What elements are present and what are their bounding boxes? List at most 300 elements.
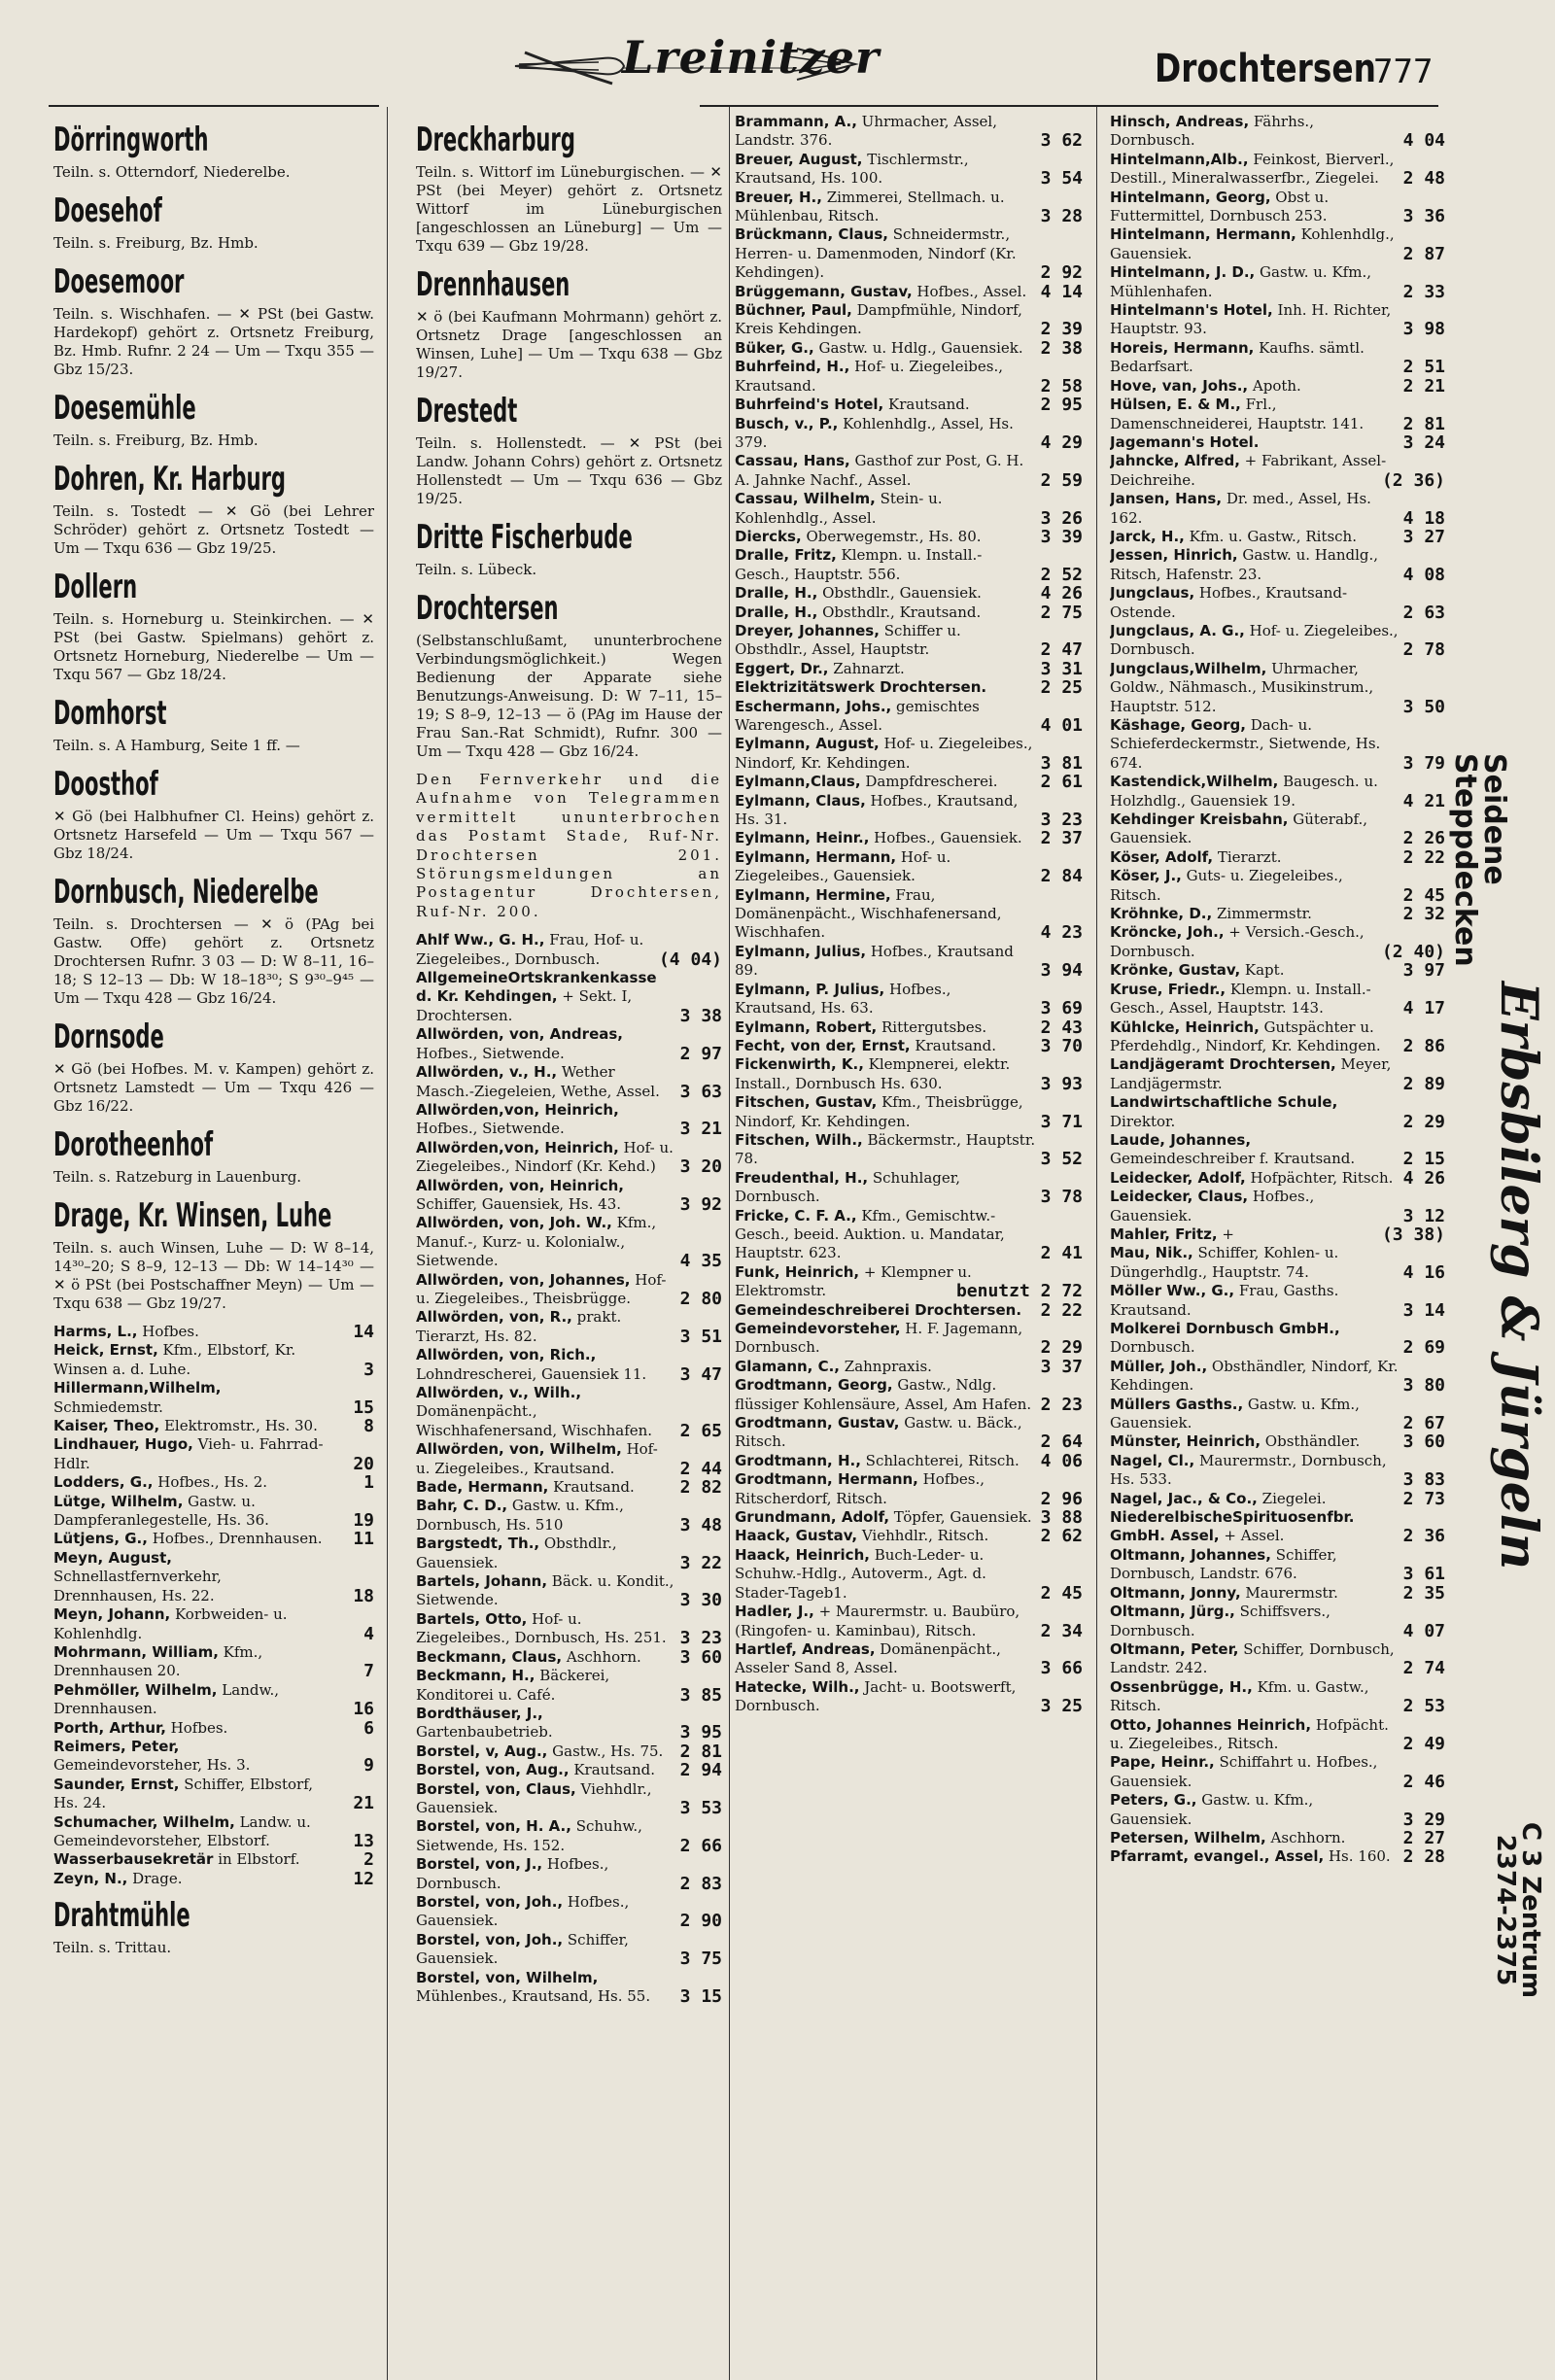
entry-name: Jansen, Hans, bbox=[1110, 490, 1223, 508]
ad-line-1: Seidene bbox=[1477, 753, 1511, 885]
phone-number: 4 04 bbox=[1402, 130, 1445, 152]
phone-number: 3 37 bbox=[1040, 1356, 1083, 1377]
phone-number: 2 36 bbox=[1402, 1526, 1445, 1547]
side-advertisement bbox=[1448, 739, 1548, 1999]
directory-entry bbox=[1110, 584, 1445, 622]
entry-details: Zimmermstr. bbox=[1212, 905, 1312, 923]
entry-details: Aschhorn. bbox=[1265, 1828, 1346, 1846]
entry-name: Grodtmann, H., bbox=[735, 1451, 861, 1469]
directory-entry bbox=[735, 829, 1083, 847]
phone-number: 2 23 bbox=[1040, 1394, 1083, 1415]
entry-name: Pfarramt, evangel., Assel, bbox=[1110, 1847, 1325, 1866]
place-info: ✕ Gö (bei Halbhufner Cl. Heins) gehört z. Ortsnetz Harsefeld — Um — Txqu 567 — Gbz 18/24. bbox=[53, 808, 374, 862]
phone-number: 3 28 bbox=[1040, 206, 1083, 227]
entry-details: Gemeindeschreiber f. Krautsand. bbox=[1110, 1150, 1356, 1168]
entry-name: Funk, Heinrich, bbox=[735, 1262, 860, 1281]
directory-entry bbox=[416, 1271, 722, 1309]
place-heading: Drestedt bbox=[416, 392, 518, 431]
directory-entry bbox=[416, 1969, 722, 2007]
entry-name: Brückmann, Claus, bbox=[735, 225, 888, 244]
phone-number: 4 29 bbox=[1040, 431, 1083, 453]
entry-details: Schuhlager, Dornbusch. bbox=[735, 1168, 961, 1206]
directory-entry bbox=[735, 981, 1083, 1018]
place-info: Teiln. s. Otterndorf, Niederelbe. bbox=[53, 163, 291, 181]
phone-number: 3 97 bbox=[1402, 960, 1445, 982]
ad-phone-line-2: 2374-2375 bbox=[1491, 1834, 1520, 1986]
directory-entry bbox=[53, 1738, 374, 1776]
entry-details: Schuhw., Sietwende, Hs. 152. bbox=[416, 1817, 642, 1854]
directory-entry bbox=[416, 1893, 722, 1931]
entry-name: Eylmann, Hermann, bbox=[735, 847, 897, 866]
entry-details: Obsthdlr., Gauensiek. bbox=[817, 584, 982, 603]
entry-details: Aschhorn. bbox=[562, 1647, 641, 1666]
page-header bbox=[0, 0, 1555, 117]
entry-details: Dach- u. Schieferdeckermstr., Sietwende, Hs. 674. bbox=[1110, 716, 1381, 772]
phone-number: 3 54 bbox=[1040, 168, 1083, 190]
entry-name: Köser, J., bbox=[1110, 867, 1182, 885]
entry-name: Müllers Gasths., bbox=[1110, 1395, 1244, 1413]
entry-details: Schiffer u. Obsthdlr., Assel, Hauptstr. bbox=[735, 621, 961, 659]
directory-entry bbox=[1110, 905, 1445, 923]
directory-entry bbox=[735, 622, 1083, 660]
directory-entry bbox=[53, 1719, 374, 1738]
phone-number: 2 39 bbox=[1040, 319, 1083, 340]
phone-number: 3 79 bbox=[1402, 752, 1445, 774]
phone-number: 3 63 bbox=[679, 1081, 722, 1102]
telegram-notice: Den Fernverkehr und die Aufnahme von Telegrammen vermittelt ununterbrochen das Postamt Stade, Ruf-Nr. Drochtersen 201. Störungsmeldungen an Postagentur Drochtersen, Ruf-Nr. 200. bbox=[416, 771, 722, 920]
entry-name: Haack, Heinrich, bbox=[735, 1545, 870, 1564]
place-info: Teiln. s. Freiburg, Bz. Hmb. bbox=[53, 234, 259, 252]
phone-number: 3 78 bbox=[1040, 1187, 1083, 1208]
directory-entry bbox=[53, 1813, 374, 1851]
entry-details: Hof- u. Ziegeleibes., Krautsand. bbox=[416, 1440, 658, 1477]
entry-details: Domänenpächt., Asseler Sand 8, Assel. bbox=[735, 1639, 1001, 1677]
entry-details: Gastw., Ndlg. flüssiger Kohlensäure, Assel, Am Hafen. bbox=[735, 1376, 1032, 1413]
entry-details: Schlachterei, Ritsch. bbox=[860, 1451, 1019, 1469]
directory-entry bbox=[1110, 1131, 1445, 1169]
entry-name: Bordthäuser, J., bbox=[416, 1704, 543, 1722]
phone-number: 3 12 bbox=[1402, 1205, 1445, 1226]
phone-number: 2 69 bbox=[1402, 1337, 1445, 1359]
phone-number: 3 98 bbox=[1402, 319, 1445, 340]
directory-entry bbox=[1110, 490, 1445, 528]
entry-name: Hintelmann,Alb., bbox=[1110, 150, 1249, 168]
phone-number: 11 bbox=[353, 1529, 374, 1550]
directory-entry bbox=[416, 1705, 722, 1742]
directory-entry bbox=[1110, 848, 1445, 867]
entry-details: Drage. bbox=[127, 1869, 183, 1887]
entry-details: Tierarzt. bbox=[1213, 847, 1282, 866]
ad-phone bbox=[1493, 1822, 1543, 1998]
entry-name: Freudenthal, H., bbox=[735, 1168, 869, 1187]
phone-number: 2 32 bbox=[1402, 904, 1445, 925]
directory-entry bbox=[735, 1508, 1083, 1527]
phone-number: 19 bbox=[353, 1510, 374, 1532]
entry-details: Gasthof zur Post, G. H. A. Jahnke Nachf., Assel. bbox=[735, 452, 1024, 489]
entry-details: Domänenpächt., Wischhafenersand, Wischhafen. bbox=[416, 1402, 653, 1439]
phone-number: 1 bbox=[363, 1472, 374, 1494]
directory-entry bbox=[735, 1320, 1083, 1358]
entry-name: Eylmann, August, bbox=[735, 735, 880, 753]
directory-entry bbox=[53, 1850, 374, 1869]
place-info: Teiln. s. Wischhafen. — ✕ PSt (bei Gastw. Hardekopf) gehört z. Ortsnetz Freiburg, Bz. Hmb. Rufnr. 2 24 — Um — Txqu 355 — Gbz 15/23. bbox=[53, 305, 374, 378]
directory-entry bbox=[416, 1648, 722, 1667]
entry-details: Baugesch. u. Holzhdlg., Gauensiek 19. bbox=[1110, 773, 1378, 810]
directory-entry bbox=[416, 1177, 722, 1215]
phone-number: 3 80 bbox=[1402, 1375, 1445, 1397]
directory-entry bbox=[53, 1435, 374, 1473]
entry-details: Hofbes., Dornbusch. bbox=[416, 1855, 609, 1892]
phone-number: 3 27 bbox=[1402, 526, 1445, 547]
place-info: ✕ Gö (bei Hofbes. M. v. Kampen) gehört z. Ortsnetz Lamstedt — Um — Txqu 426 — Gbz 16/22. bbox=[53, 1060, 374, 1115]
entry-details: Gartenbaubetrieb. bbox=[416, 1723, 553, 1742]
directory-entry bbox=[1110, 301, 1445, 339]
entry-name: Haack, Gustav, bbox=[735, 1527, 858, 1545]
phone-number: 2 82 bbox=[679, 1477, 722, 1499]
directory-entry bbox=[735, 358, 1083, 396]
phone-number: 13 bbox=[353, 1830, 374, 1851]
entry-details: Hof- u. Ziegeleibes., Nindorf, Kr. Kehdingen. bbox=[735, 735, 1033, 772]
entry-details: Uhrmacher, Goldw., Nähmasch., Musikinstrum., Hauptstr. 512. bbox=[1110, 659, 1374, 715]
directory-entry bbox=[1110, 660, 1445, 716]
phone-number: 2 38 bbox=[1040, 337, 1083, 359]
entry-name: Jungclaus, bbox=[1110, 584, 1195, 603]
entry-details: Fährhs., Dornbusch. bbox=[1110, 113, 1314, 150]
directory-entry bbox=[735, 735, 1083, 773]
directory-entry bbox=[1110, 1508, 1445, 1546]
entry-name: Buhrfeind's Hotel, bbox=[735, 396, 884, 414]
entry-name: Eggert, Dr., bbox=[735, 659, 829, 677]
directory-entry bbox=[53, 1323, 374, 1341]
directory-entry bbox=[416, 1667, 722, 1705]
entry-name: Grodtmann, Gustav, bbox=[735, 1414, 900, 1432]
directory-entry bbox=[416, 1139, 722, 1177]
entry-name: Eylmann, P. Julius, bbox=[735, 980, 885, 998]
directory-entry bbox=[416, 1931, 722, 1969]
phone-number: 3 30 bbox=[679, 1590, 722, 1611]
directory-entry bbox=[1110, 981, 1445, 1018]
directory-entry bbox=[735, 225, 1083, 282]
entry-name: Jagemann's Hotel. bbox=[1110, 432, 1260, 451]
phone-number: 3 25 bbox=[1040, 1696, 1083, 1717]
place-heading: Doosthof bbox=[53, 765, 158, 804]
entry-details: H. F. Jagemann, Dornbusch. bbox=[735, 1320, 1023, 1357]
entry-name: Kühlcke, Heinrich, bbox=[1110, 1018, 1260, 1036]
directory-entry bbox=[1110, 1791, 1445, 1829]
entry-name: Hadler, J., bbox=[735, 1603, 814, 1621]
place-heading: Doesehof bbox=[53, 191, 162, 230]
ad-phone-line-1: C 3 Zentrum bbox=[1516, 1822, 1545, 1999]
entry-name: Breuer, August, bbox=[735, 150, 863, 168]
entry-name: Heick, Ernst, bbox=[53, 1341, 158, 1360]
entry-name: AllgemeineOrtskrankenkasse d. Kr. Kehdingen, bbox=[416, 969, 657, 1006]
entry-details: prakt. Tierarzt, Hs. 82. bbox=[416, 1308, 622, 1345]
phone-number: 2 37 bbox=[1040, 828, 1083, 849]
directory-entry bbox=[1110, 1716, 1445, 1754]
entry-name: Allwörden, von, Heinrich, bbox=[416, 1176, 624, 1194]
entry-details: Gastw. u. Hdlg., Gauensiek. bbox=[813, 338, 1023, 357]
phone-number: 2 64 bbox=[1040, 1431, 1083, 1453]
entry-details: Guts- u. Ziegeleibes., Ritsch. bbox=[1110, 867, 1343, 904]
entry-name: Jessen, Hinrich, bbox=[1110, 546, 1238, 565]
entry-details: Krautsand. bbox=[548, 1478, 635, 1497]
entry-details: Ziegelei. bbox=[1257, 1489, 1327, 1507]
directory-entry bbox=[53, 1776, 374, 1813]
entry-details: Schiffsvers., Dornbusch. bbox=[1110, 1603, 1330, 1639]
directory-entry bbox=[416, 1478, 722, 1497]
entry-name: Hülsen, E. & M., bbox=[1110, 396, 1241, 414]
directory-entry bbox=[735, 1470, 1083, 1508]
entry-name: Oltmann, Peter, bbox=[1110, 1639, 1239, 1658]
phone-number: 21 bbox=[353, 1793, 374, 1814]
entry-details: Hs. 160. bbox=[1324, 1847, 1391, 1866]
place-info: Teiln. s. Tostedt — ✕ Gö (bei Lehrer Schröder) gehört z. Ortsnetz Tostedt — Um — Txqu 636 — Gbz 19/25. bbox=[53, 502, 374, 557]
entry-name: Cassau, Wilhelm, bbox=[735, 490, 876, 508]
phone-number: 3 20 bbox=[679, 1156, 722, 1178]
directory-entry bbox=[1110, 452, 1445, 490]
phone-number: 2 97 bbox=[679, 1043, 722, 1064]
entry-name: Borstel, v, Aug., bbox=[416, 1742, 548, 1760]
place-heading: Domhorst bbox=[53, 694, 167, 733]
phone-number: 2 34 bbox=[1040, 1620, 1083, 1641]
entry-details: Hofpächt. u. Ziegeleibes., Ritsch. bbox=[1110, 1715, 1389, 1752]
entry-name: Hartlef, Andreas, bbox=[735, 1639, 876, 1658]
header-rule-left bbox=[49, 105, 379, 107]
phone-number: 3 31 bbox=[1040, 658, 1083, 679]
entry-name: Jarck, H., bbox=[1110, 527, 1185, 545]
entry-name: Borstel, von, J., bbox=[416, 1855, 543, 1874]
place-heading: Drochtersen bbox=[416, 589, 559, 628]
entry-name: Münster, Heinrich, bbox=[1110, 1432, 1261, 1451]
entry-details: + Klempner u. Elektromstr. bbox=[735, 1262, 972, 1300]
entry-name: Buhrfeind, H., bbox=[735, 358, 850, 376]
phone-number: 4 06 bbox=[1040, 1450, 1083, 1471]
entry-details: Kfm. u. Gastw., Ritsch. bbox=[1110, 1677, 1369, 1715]
entry-details: Kfm., Drennhausen 20. bbox=[53, 1642, 263, 1680]
phone-number: 2 27 bbox=[1402, 1827, 1445, 1848]
directory-entry bbox=[1110, 528, 1445, 546]
directory-entry bbox=[416, 1025, 722, 1063]
entry-name: Oltmann, Jonny, bbox=[1110, 1583, 1241, 1602]
entry-details: Hof- u. Ziegeleibes., Theisbrügge. bbox=[416, 1270, 667, 1307]
column-3 bbox=[735, 113, 1083, 2380]
phone-number: 3 52 bbox=[1040, 1149, 1083, 1170]
place-info: Teiln. s. Ratzeburg in Lauenburg. bbox=[53, 1168, 302, 1186]
directory-entry bbox=[416, 969, 722, 1025]
entry-name: Brammann, A., bbox=[735, 113, 857, 130]
phone-number: 4 17 bbox=[1402, 998, 1445, 1019]
entry-name: Petersen, Wilhelm, bbox=[1110, 1828, 1266, 1846]
entry-name: Oltmann, Johannes, bbox=[1110, 1545, 1271, 1564]
entry-name: Eylmann, Hermine, bbox=[735, 885, 891, 904]
place-info: Teiln. s. Horneburg u. Steinkirchen. — ✕ PSt (bei Gastw. Spielmans) gehört z. Ortsnetz Horneburg, Niederelbe — Um — Txqu 567 — Gbz 18/24. bbox=[53, 610, 374, 683]
phone-number: 8 bbox=[363, 1416, 374, 1437]
phone-number: 2 45 bbox=[1040, 1582, 1083, 1604]
entry-details: Schiffer, Gauensiek, Hs. 43. bbox=[416, 1194, 622, 1213]
directory-entry bbox=[53, 1473, 374, 1492]
entry-details: Kaufhs. sämtl. Bedarfsart. bbox=[1110, 338, 1365, 376]
directory-entry bbox=[1110, 546, 1445, 584]
ad-brand-script: Erbsbilerg & Jürgeln bbox=[1489, 982, 1548, 1570]
phone-number: 3 92 bbox=[679, 1193, 722, 1215]
entry-name: Dralle, Fritz, bbox=[735, 546, 837, 565]
entry-details: Viehhdlr., Ritsch. bbox=[857, 1527, 989, 1545]
place-heading: Dornsode bbox=[53, 1018, 164, 1056]
place-info: Teiln. s. Lübeck. bbox=[416, 561, 537, 578]
entry-name: Jungclaus, A. G., bbox=[1110, 621, 1245, 639]
entry-name: Ossenbrügge, H., bbox=[1110, 1677, 1253, 1696]
phone-number: 4 16 bbox=[1402, 1261, 1445, 1283]
entry-details: Obsthändler. bbox=[1261, 1432, 1361, 1451]
entry-name: Kastendick,Wilhelm, bbox=[1110, 773, 1279, 791]
phone-number: 2 74 bbox=[1402, 1658, 1445, 1679]
entry-name: Ahlf Ww., G. H., bbox=[416, 931, 545, 949]
directory-entry bbox=[416, 1101, 722, 1139]
directory-entry bbox=[1110, 339, 1445, 377]
entry-name: Elektrizitätswerk Drochtersen. bbox=[735, 678, 987, 697]
entry-name: Käshage, Georg, bbox=[1110, 716, 1246, 734]
directory-entry bbox=[1110, 1584, 1445, 1603]
phone-number: 2 15 bbox=[1402, 1149, 1445, 1170]
phone-number: 2 48 bbox=[1402, 168, 1445, 190]
entry-details: Hof- u. Ziegeleibes., Dornbusch. bbox=[1110, 621, 1399, 659]
entry-name: Dreyer, Johannes, bbox=[735, 621, 880, 639]
entry-name: Landwirtschaftliche Schule, bbox=[1110, 1093, 1338, 1112]
directory-entry bbox=[735, 1037, 1083, 1055]
directory-entry bbox=[53, 1379, 374, 1417]
entry-details: Gastw. u. Handlg., Ritsch, Hafenstr. 23. bbox=[1110, 546, 1379, 583]
entry-list bbox=[735, 113, 1083, 1716]
entry-details: Zahnpraxis. bbox=[840, 1357, 932, 1375]
entry-details: Jacht- u. Bootswerft, Dornbusch. bbox=[735, 1677, 1017, 1715]
entry-name: Fitschen, Wilh., bbox=[735, 1130, 863, 1149]
entry-details: Direktor. bbox=[1110, 1112, 1176, 1130]
phone-number: 4 23 bbox=[1040, 922, 1083, 944]
entry-name: Eylmann, Robert, bbox=[735, 1018, 878, 1036]
phone-number: 3 48 bbox=[679, 1514, 722, 1535]
phone-number: 3 71 bbox=[1040, 1111, 1083, 1132]
entry-details: Zahnarzt. bbox=[828, 659, 905, 677]
entry-details: Töpfer, Gauensiek. bbox=[889, 1508, 1032, 1527]
phone-number: 18 bbox=[353, 1585, 374, 1606]
entry-details: Maurermstr., Dornbusch, Hs. 533. bbox=[1110, 1451, 1387, 1489]
directory-entry bbox=[416, 1780, 722, 1818]
entry-name: Eschermann, Johs., bbox=[735, 697, 892, 715]
entry-name: Pape, Heinr., bbox=[1110, 1753, 1215, 1772]
entry-details: Dampfmühle, Nindorf, Kreis Kehdingen. bbox=[735, 301, 1022, 338]
phone-number: 9 bbox=[363, 1755, 374, 1776]
phone-number: 2 81 bbox=[1402, 413, 1445, 434]
phone-number: 16 bbox=[353, 1699, 374, 1720]
entry-details: + Assel. bbox=[1219, 1527, 1285, 1545]
directory-entry bbox=[735, 151, 1083, 189]
directory-entry bbox=[735, 1452, 1083, 1470]
entry-name: Allwörden, von, Rich., bbox=[416, 1346, 597, 1364]
entry-details: Gastw. u. Bäck., Ritsch. bbox=[735, 1414, 1022, 1451]
directory-entry bbox=[1110, 377, 1445, 396]
entry-name: Büchner, Paul, bbox=[735, 301, 852, 320]
entry-details: Hof- u. Ziegeleibes., Dornbusch, Hs. 251. bbox=[416, 1609, 667, 1647]
directory-entry bbox=[1110, 1188, 1445, 1225]
entry-name: Lindhauer, Hugo, bbox=[53, 1435, 193, 1454]
directory-entry bbox=[735, 943, 1083, 981]
directory-entry bbox=[1110, 1452, 1445, 1490]
entry-details: + Sekt. I, Drochtersen. bbox=[416, 987, 633, 1024]
place-heading: Dollern bbox=[53, 568, 138, 606]
entry-name: Meyn, Johann, bbox=[53, 1605, 171, 1624]
directory-entry bbox=[1110, 151, 1445, 189]
phone-number: 3 24 bbox=[1402, 431, 1445, 453]
entry-name: Grodtmann, Georg, bbox=[735, 1376, 893, 1395]
phone-number: 2 95 bbox=[1040, 395, 1083, 416]
directory-entry bbox=[735, 1093, 1083, 1131]
entry-details: Schneidermstr., Herren- u. Damenmoden, Nindorf (Kr. Kehdingen). bbox=[735, 225, 1017, 282]
entry-name: Peters, G., bbox=[1110, 1791, 1197, 1810]
entry-name: Kaiser, Theo, bbox=[53, 1417, 160, 1435]
directory-entry bbox=[735, 1207, 1083, 1263]
entry-details: Hofbes., Assel. bbox=[912, 282, 1027, 300]
entry-details: Gastw. u. Dampferanlegestelle, Hs. 36. bbox=[53, 1492, 269, 1530]
entry-details: Maurermstr. bbox=[1240, 1583, 1338, 1602]
entry-details: Krautsand. bbox=[569, 1761, 656, 1779]
entry-details: Obsthändler, Nindorf, Kr. Kehdingen. bbox=[1110, 1357, 1399, 1395]
entry-details: Hofbes., Gauensiek. bbox=[869, 829, 1022, 847]
phone-number: 6 bbox=[363, 1717, 374, 1739]
entry-details: Klempn. u. Install.-Gesch., Assel, Hauptstr. 143. bbox=[1110, 980, 1371, 1018]
phone-number: 3 70 bbox=[1040, 1035, 1083, 1056]
entry-name: Cassau, Hans, bbox=[735, 452, 850, 470]
directory-entry bbox=[735, 528, 1083, 546]
directory-entry bbox=[735, 1131, 1083, 1169]
phone-number: 4 26 bbox=[1040, 583, 1083, 604]
phone-number: 3 66 bbox=[1040, 1658, 1083, 1679]
phone-number: 2 21 bbox=[1402, 375, 1445, 397]
entry-name: Glamann, C., bbox=[735, 1357, 841, 1375]
entry-details: Bäckermstr., Hauptstr. 78. bbox=[735, 1130, 1036, 1168]
entry-name: Möller Ww., G., bbox=[1110, 1282, 1235, 1300]
directory-entry bbox=[735, 1301, 1083, 1320]
phone-number: 2 67 bbox=[1402, 1413, 1445, 1434]
directory-entry bbox=[735, 1263, 1083, 1301]
entry-name: Lodders, G., bbox=[53, 1473, 154, 1492]
directory-entry bbox=[1110, 1678, 1445, 1716]
entry-name: Bartels, Otto, bbox=[416, 1609, 528, 1628]
brand-logo: Lreinitzer bbox=[622, 31, 881, 84]
phone-number: 2 80 bbox=[679, 1288, 722, 1309]
phone-number: 20 bbox=[353, 1453, 374, 1474]
entry-name: Borstel, von, Joh., bbox=[416, 1930, 564, 1949]
entry-name: Kruse, Friedr., bbox=[1110, 980, 1227, 998]
phone-number: 3 53 bbox=[679, 1797, 722, 1818]
phone-number: 2 25 bbox=[1040, 677, 1083, 699]
entry-name: Allwörden, von, Wilhelm, bbox=[416, 1440, 622, 1459]
directory-entry bbox=[416, 1855, 722, 1893]
entry-details: Hofbes., Krautsand, Hs. 31. bbox=[735, 791, 1019, 829]
phone-number: 3 69 bbox=[1040, 998, 1083, 1019]
phone-number: 2 86 bbox=[1402, 1035, 1445, 1056]
entry-details: Hofbes., Drennhausen. bbox=[147, 1530, 323, 1548]
place-info: Teiln. s. Drochtersen — ✕ ö (PAg bei Gastw. Offe) gehört z. Ortsnetz Drochtersen Rufnr. 3 03 — D: W 8–11, 16–18; S 12–13 — Db: W 18–18³⁰; S 9³⁰–9⁴⁵ — Um — Txqu 428 — Gbz 16/24. bbox=[53, 915, 374, 1007]
entry-name: Müller, Joh., bbox=[1110, 1357, 1208, 1375]
directory-entry bbox=[416, 1214, 722, 1270]
column-1 bbox=[53, 113, 374, 2380]
entry-details: Dr. med., Assel, Hs. 162. bbox=[1110, 490, 1371, 527]
entry-details: Hofbes., Gauensiek. bbox=[1110, 1188, 1315, 1224]
place-heading: Dörringworth bbox=[53, 121, 209, 159]
entry-name: Leidecker, Adolf, bbox=[1110, 1168, 1246, 1187]
directory-entry bbox=[735, 113, 1083, 151]
phone-number: 4 14 bbox=[1040, 281, 1083, 302]
